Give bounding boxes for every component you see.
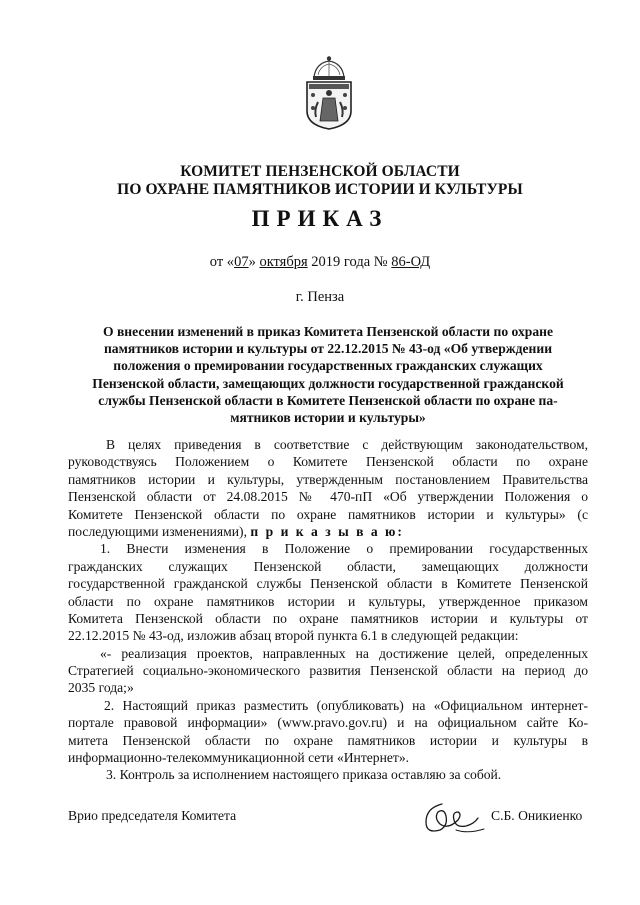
order-body: [68, 436, 588, 784]
document-type-title: ПРИКАЗ: [251, 206, 389, 231]
body-line: 2035 года;»: [68, 680, 134, 696]
body-line: гражданских служащих Пензенской области, замещающих должности: [68, 558, 588, 574]
date-prefix: от «: [209, 254, 235, 270]
body-line-with-order-word: [68, 523, 588, 540]
body-line: митета Пензенской области по охране памятников истории и культуры в: [68, 732, 588, 748]
subject-line: О внесении изменений в приказ Комитета Пензенской области по охране: [102, 324, 554, 339]
signatory-position: Врио председателя Комитета: [68, 808, 237, 823]
handwritten-signature: [418, 796, 490, 838]
subject-line: Пензенской области, замещающих должности государственной гражданской: [92, 375, 564, 391]
city-of-issue: г. Пенза: [295, 289, 345, 305]
body-line: 3. Контроль за исполнением настоящего приказа оставляю за собой.: [106, 767, 502, 783]
body-line: руководствуясь Положением о Комитете Пензенской области по охране: [68, 454, 588, 470]
organization-name-line-2: ПО ОХРАНЕ ПАМЯТНИКОВ ИСТОРИИ И КУЛЬТУРЫ: [117, 181, 523, 198]
organization-name-line-1: КОМИТЕТ ПЕНЗЕНСКОЙ ОБЛАСТИ: [180, 163, 460, 180]
order-number: 86-ОД: [391, 254, 431, 270]
body-line: 2. Настоящий приказ разместить (опубликовать) на «Официальном интернет-: [104, 697, 588, 713]
subject-line: памятников истории и культуры от 22.12.2015 № 43-од «Об утверждении: [103, 341, 553, 357]
signatory-name: С.Б. Оникиенко: [491, 808, 583, 823]
body-line: 22.12.2015 № 43-од, изложив абзац второй пункта 6.1 в следующей редакции:: [68, 628, 519, 644]
body-line: информационно-телекоммуникационной сети «Интернет».: [68, 750, 410, 766]
body-line: государственной гражданской службы Пензенской области в Комитете Пензенской: [68, 576, 588, 592]
body-line-text: последующими изменениями),: [68, 523, 247, 539]
date-month: октября: [259, 254, 308, 270]
date-day: 07: [234, 254, 249, 270]
body-line: Стратегией социально-экономического развития Пензенской области на период до: [68, 663, 588, 679]
order-word: п р и к а з ы в а ю:: [250, 523, 404, 539]
penza-coat-of-arms-icon: [300, 55, 358, 131]
body-line: Пензенской области от 24.08.2015 № 470-пП «Об утверждении Положения о: [68, 489, 588, 505]
subject-line: мятников истории и культуры»: [230, 410, 426, 426]
date-quote-close: »: [248, 254, 260, 270]
body-line: портале правовой информации» (www.pravo.gov.ru) и на официальном сайте Ко-: [68, 715, 588, 731]
order-subject: [68, 323, 588, 426]
order-date-number: [0, 254, 640, 271]
subject-line: службы Пензенской области в Комитете Пензенской области по охране па-: [98, 392, 558, 408]
body-line: области по охране памятников истории и культуры, утвержденное приказом: [68, 593, 588, 609]
subject-line: положения о премировании государственных гражданских служащих: [113, 358, 543, 374]
date-year: 2019 года №: [307, 254, 392, 270]
body-line: памятников истории и культуры, утвержденным постановлением Правительства: [68, 471, 588, 487]
body-line: «- реализация проектов, направленных на достижение целей, определенных: [100, 645, 588, 661]
body-line: В целях приведения в соответствие с действующим законодательством,: [106, 437, 588, 452]
body-line: Комитета Пензенской области по охране памятников истории и культуры от: [68, 610, 588, 626]
body-line: 1. Внести изменения в Положение о премировании государственных: [100, 541, 588, 557]
body-line: Комитете Пензенской области по охране памятников истории и культуры» (с: [68, 506, 588, 522]
